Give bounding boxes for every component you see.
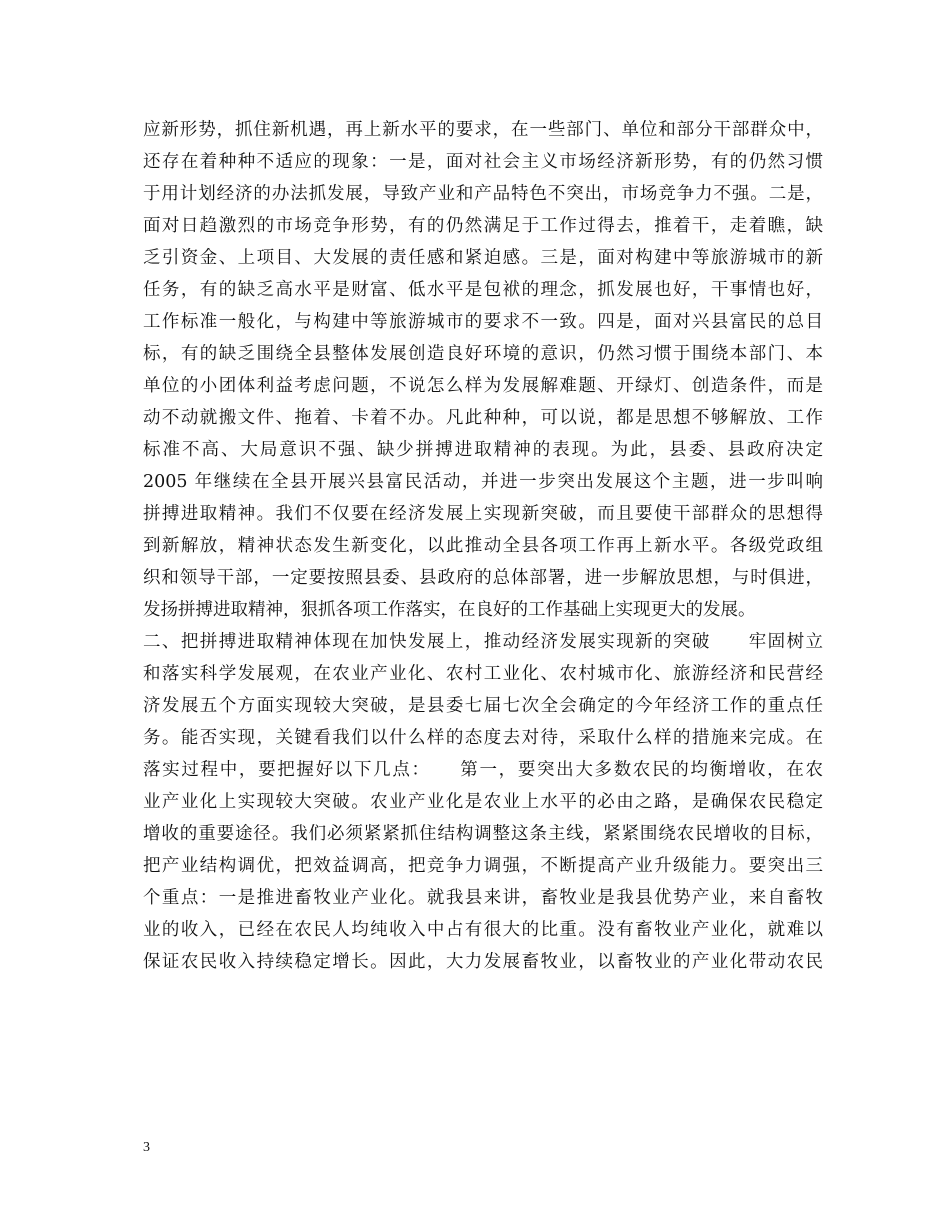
page-number: 3 — [143, 1140, 150, 1155]
text-line: 济发展五个方面实现较大突破，是县委七届七次全会确定的今年经济工作的重点任 — [143, 696, 823, 716]
text-line: 和落实科学发展观，在农业产业化、农村工业化、农村城市化、旅游经济和民营经 — [143, 664, 823, 684]
text-line: 还存在着种种不适应的现象：一是，面对社会主义市场经济新形势，有的仍然习惯 — [143, 152, 823, 172]
text-line: 发扬拼搏进取精神，狠抓各项工作落实，在良好的工作基础上实现更大的发展。 — [143, 600, 756, 620]
text-line: 业产业化上实现较大突破。农业产业化是农业上水平的必由之路，是确保农民稳定 — [143, 792, 823, 812]
text-line: 织和领导干部，一定要按照县委、县政府的总体部署，进一步解放思想，与时俱进， — [143, 568, 823, 588]
body-text — [143, 114, 823, 978]
text-line: 增收的重要途径。我们必须紧紧抓住结构调整这条主线，紧紧围绕农民增收的目标， — [143, 824, 823, 844]
text-line: 面对日趋激烈的市场竞争形势，有的仍然满足于工作过得去，推着干，走着瞧，缺 — [143, 216, 823, 236]
text-line: 个重点：一是推进畜牧业产业化。就我县来讲，畜牧业是我县优势产业，来自畜牧 — [143, 888, 823, 908]
text-line: 于用计划经济的办法抓发展，导致产业和产品特色不突出，市场竞争力不强。二是， — [143, 184, 823, 204]
text-line: 务。能否实现，关键看我们以什么样的态度去对待，采取什么样的措施来完成。在 — [143, 728, 823, 748]
text-line: 标，有的缺乏围绕全县整体发展创造良好环境的意识，仍然习惯于围绕本部门、本 — [143, 344, 823, 364]
text-line: 动不动就搬文件、拖着、卡着不办。凡此种种，可以说，都是思想不够解放、工作 — [143, 408, 823, 428]
text-line: 工作标准一般化，与构建中等旅游城市的要求不一致。四是，面对兴县富民的总目 — [143, 312, 823, 332]
text-line: 业的收入，已经在农民人均纯收入中占有很大的比重。没有畜牧业产业化，就难以 — [143, 920, 823, 940]
section-heading-line: 二、把拼搏进取精神体现在加快发展上，推动经济发展实现新的突破 牢固树立 — [143, 632, 823, 652]
text-line: 应新形势，抓住新机遇，再上新水平的要求，在一些部门、单位和部分干部群众中， — [143, 120, 823, 140]
text-line: 单位的小团体利益考虑问题，不说怎么样为发展解难题、开绿灯、创造条件，而是 — [143, 376, 823, 396]
text-line: 任务，有的缺乏高水平是财富、低水平是包袱的理念，抓发展也好，干事情也好， — [143, 280, 823, 300]
text-line: 保证农民收入持续稳定增长。因此，大力发展畜牧业，以畜牧业的产业化带动农民 — [143, 952, 823, 972]
text-line: 拼搏进取精神。我们不仅要在经济发展上实现新突破，而且要使干部群众的思想得 — [143, 504, 823, 524]
text-line: 把产业结构调优，把效益调高，把竞争力调强，不断提高产业升级能力。要突出三 — [143, 856, 823, 876]
text-line: 到新解放，精神状态发生新变化，以此推动全县各项工作再上新水平。各级党政组 — [143, 536, 823, 556]
text-line: 乏引资金、上项目、大发展的责任感和紧迫感。三是，面对构建中等旅游城市的新 — [143, 248, 823, 268]
text-line: 标准不高、大局意识不强、缺少拼搏进取精神的表现。为此，县委、县政府决定 — [143, 440, 823, 460]
text-line: 2005 年继续在全县开展兴县富民活动，并进一步突出发展这个主题，进一步叫响 — [143, 472, 823, 492]
text-line: 落实过程中，要把握好以下几点： 第一，要突出大多数农民的均衡增收，在农 — [143, 760, 823, 780]
